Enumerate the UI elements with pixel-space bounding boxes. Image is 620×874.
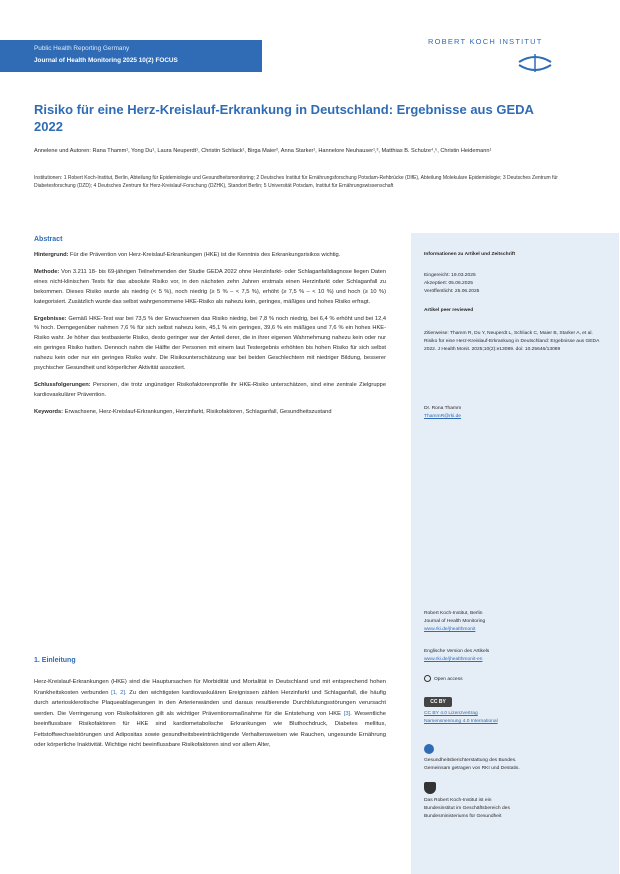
- abstract-heading: Abstract: [34, 236, 63, 243]
- section-heading-introduction: 1. Einleitung: [34, 657, 76, 664]
- sidebar-rki-note: Das Robert Koch-Institut ist ein Bundesinstitut im Geschäftsbereich des Bundesministeriums für Gesundheit: [424, 782, 604, 820]
- series-label: Public Health Reporting Germany: [34, 45, 130, 52]
- sidebar-publisher: Robert Koch-Institut, Berlin Journal of Health Monitoring: [424, 611, 486, 624]
- abstract-body: [34, 251, 386, 425]
- institute-name: ROBERT KOCH INSTITUT: [428, 37, 543, 46]
- sidebar-funding: Gesundheitsberichterstattung des Bundes. Gemeinsam getragen von RKI und Destatis.: [424, 744, 604, 773]
- globe-icon: [424, 744, 434, 754]
- open-access-icon: [424, 675, 431, 682]
- sidebar-english-label: Englische Version des Artikels: [424, 649, 490, 654]
- institution-list: Institutionen: 1 Robert Koch-Institut, Berlin, Abteilung für Epidemiologie und Gesundheitsmonitoring; 2 Deutsches Institut für Ernährungsforschung Potsdam-Rehbrücke (DIfE), Abteilung Molekulare Epidemiologie; 3 Deutsches Zentrum für Diabetesforschung (DZD); 4 Deutsches Zentrum für Herz-Kreislauf-Forschung (DZHK), Standort Berlin; 5 Universität Potsdam, Institut für Ernährungswissenschaft: [34, 175, 558, 189]
- sidebar-peer-review: Artikel peer reviewed: [424, 308, 474, 313]
- cc-by-icon: CC BY: [424, 697, 452, 707]
- sidebar-citation: Zitierweise: Thamm R, Du Y, Neuperdt L, Schliack C, Maier B, Starker A, et al. Risiko für eine Herz-Kreislauf-Erkrankung in Deutschland: Ergebnisse aus GEDA 2022. J Health Monit. 2025;10(2):e13089. doi: 10.25646/13089: [424, 331, 600, 352]
- introduction-text: Herz-Kreislauf-Erkrankungen (HKE) sind die Hauptursachen für Morbidität und Mortalität in Deutschland und mit entsprechend hohen Krankheitskosten verbunden [1, 2]. Zu den wichtigsten kardiovaskulären Ereignissen zählen Herzinfarkt und Schlaganfall, die häufig durch arteriosklerotische Plaqueablagerungen in den Arterienwänden und daraus resultierende Durchblutungsstörungen verursacht werden. Die Verringerung von Risikofaktoren gilt als wichtiger Präventionsmaßnahme für die Entstehung von HKE [3]. Wesentliche beeinflussbare Risikofaktoren für HKE sind kardiometabolische Erkrankungen wie Bluthochdruck, Diabetes mellitus, Fettstoffwechselstörungen und Adipositas sowie gesundheitsbeeinträchtigende Verhaltensweisen wie Rauchen, ungesunde Ernährung oder körperliche Inaktivität. Wichtige nicht beeinflussbare Risikofaktoren sind vor allem Alter,: [34, 679, 387, 748]
- sidebar-info-heading: Informationen zu Artikel und Zeitschrift: [424, 252, 516, 257]
- article-title: Risiko für eine Herz-Kreislauf-Erkrankung in Deutschland: Ergebnisse aus GEDA 2022: [34, 102, 534, 134]
- abstract-background: Hintergrund: Für die Prävention von Herz-Kreislauf-Erkrankungen (HKE) ist die Kenntnis des Erkrankungsrisikos wichtig.: [34, 252, 341, 258]
- citation-link[interactable]: [1, 2]: [111, 689, 125, 696]
- rki-logo-icon: [515, 50, 555, 74]
- sidebar-license: [424, 697, 604, 726]
- sidebar-publisher-link[interactable]: www.rki.de/jhealthmonit: [424, 627, 476, 632]
- journal-label: Journal of Health Monitoring 2025 10(2) FOCUS: [34, 57, 178, 64]
- sidebar-contact-email[interactable]: ThammR@rki.de: [424, 414, 462, 419]
- abstract-results: Ergebnisse: Gemäß HKE-Test war bei 73,5 % der Erwachsenen das Risiko niedrig, bei 7,8 % noch niedrig, bei 6,4 % erhöht und bei 12,4 % hoch. Demgegenüber nahmen 7,6 % für sich selbst nahezu kein, 45,1 % ein geringes, 39,6 % ein mäßiges und 7,6 % ein hohes HKE-Risiko wahr. Je höher das testbasierte Risiko, desto geringer war der Anteil derer, die in ihrer eigenen Wahrnehmung nahezu kein oder nur ein geringes Risiko hatten. Dennoch nahm die Hälfte der Personen mit einem laut Testergebnis erhöhten bis hohen Risiko für sich selbst nahezu kein oder nur ein geringes Risiko wahr. Die Risikounterschätzung war bei beiden Geschlechtern mit niedriger Bildung, besserer psychischer Gesundheit und körperlicher Aktivität assoziiert.: [34, 315, 386, 372]
- abstract-methods: Methode: Von 3.211 18- bis 69-jährigen Teilnehmenden der Studie GEDA 2022 ohne Herzinfarkt- oder Schlaganfalldiagnose liegen Daten eines nicht-klinischen Tests für das absolute Risiko vor, in den nächsten zehn Jahren erstmals einen Herzinfarkt oder Schlaganfall zu bekommen. Dieses Risiko wurde als niedrig (< 5 %), noch niedrig (≥ 5 % – < 7,5 %), erhöht (≥ 7,5 % – < 10 %) und hoch (≥ 10 %) kategorisiert. Zusätzlich wurde das selbst wahrgenommene HKE-Risiko als nahezu kein, geringes, mäßiges und hohes Risiko erfragt.: [34, 268, 386, 305]
- sidebar-contact-name: Dr. Rona Thamm: [424, 406, 462, 411]
- author-list: Annelene und Autoren: Rana Thamm¹, Yong Du¹, Laura Neuperdt¹, Christin Schliack¹, Birga Maier², Anna Starker¹, Hannelore Neuhauser¹,³, Matthias B. Schulze⁴,⁵, Christin Heidemann¹: [34, 148, 492, 154]
- sidebar-open-access: Open access: [424, 675, 604, 684]
- abstract-keywords: Keywords: Erwachsene, Herz-Kreislauf-Erkrankungen, Herzinfarkt, Risikofaktoren, Schlaganfall, Gesundheitszustand: [34, 408, 332, 415]
- federal-eagle-icon: [424, 782, 436, 794]
- sidebar-english-link[interactable]: www.rki.de/jhealthmonit-en: [424, 657, 483, 662]
- citation-link[interactable]: [3]: [343, 710, 351, 717]
- sidebar-dates: Eingereicht: 19.03.2025 Akzeptiert: 05.06.2025 Veröffentlicht: 25.06.2025: [424, 273, 480, 294]
- journal-header-band: [0, 40, 262, 72]
- abstract-conclusions: Schlussfolgerungen: Personen, die trotz ungünstiger Risikofaktorenprofile ihr HKE-Risiko unterschätzen, sind eine zentrale Zielgruppe kardiovaskulärer Prävention.: [34, 381, 386, 398]
- license-link[interactable]: CC BY 4.0 Lizenzvertrag Namensnennung 4.0 International: [424, 711, 498, 724]
